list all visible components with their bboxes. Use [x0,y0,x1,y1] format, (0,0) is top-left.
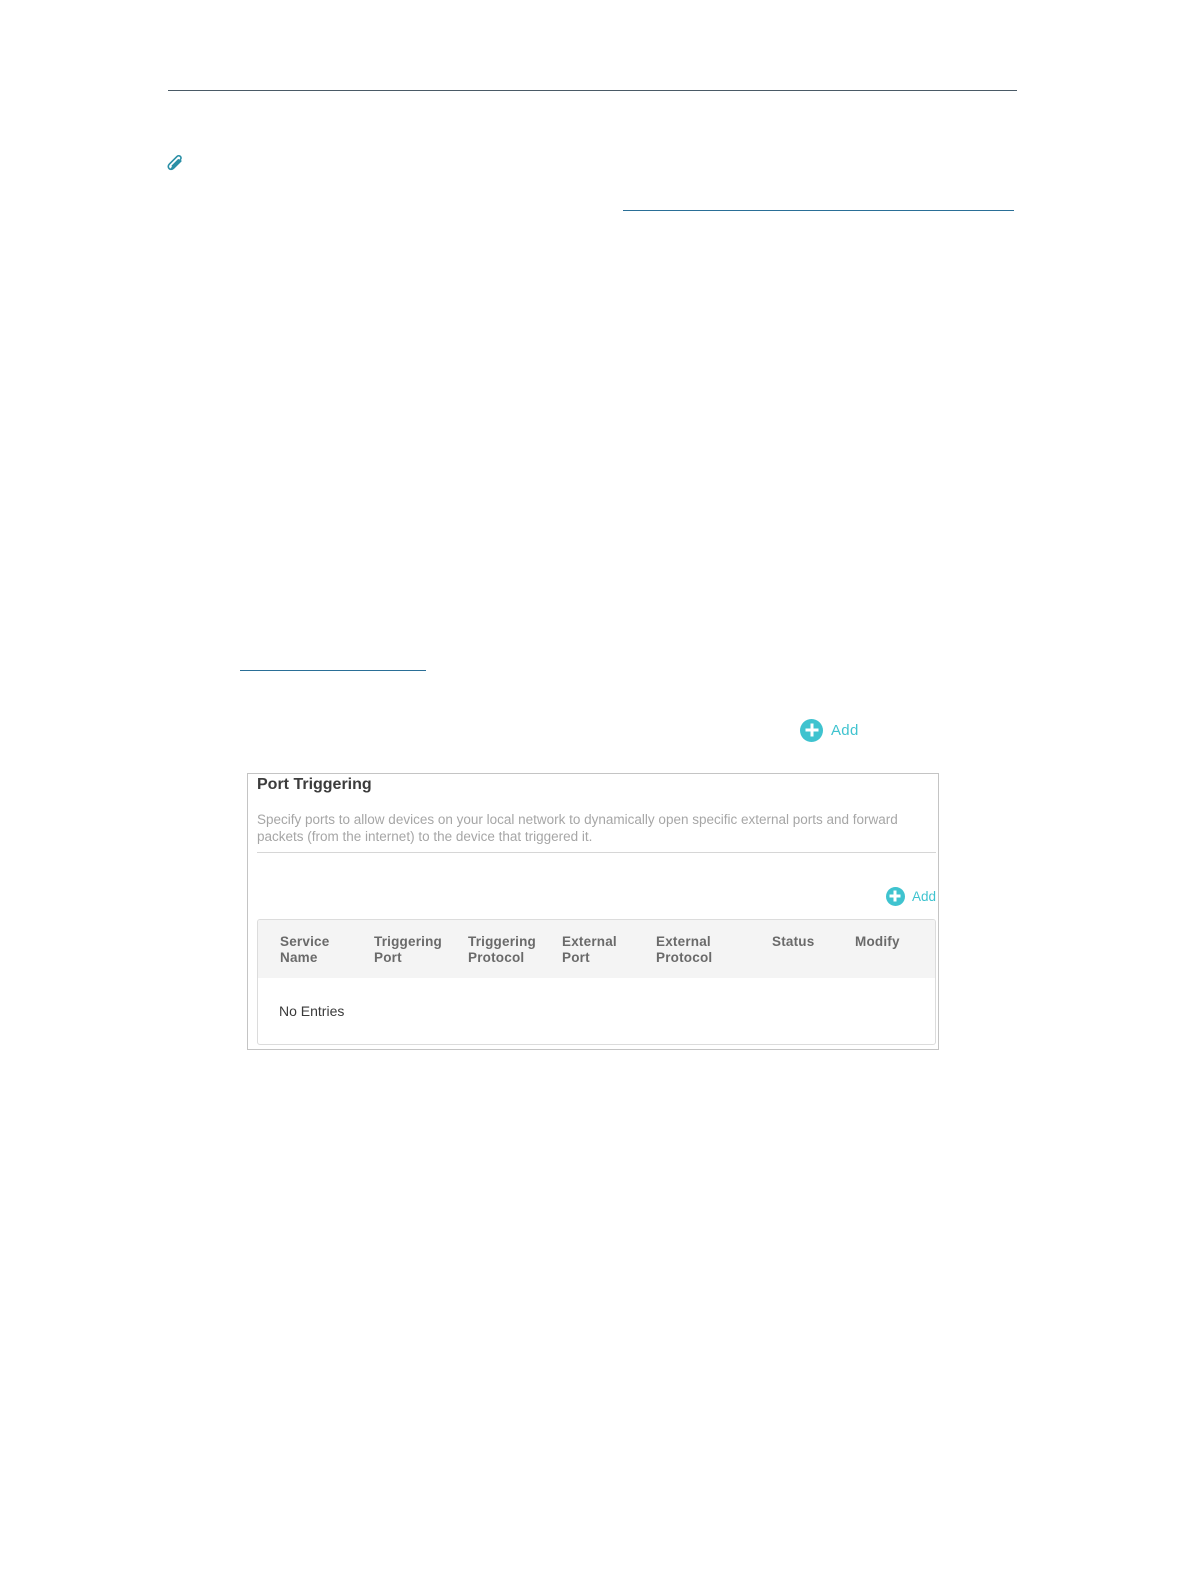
plus-circle-icon[interactable] [886,887,905,906]
plus-circle-icon [800,719,823,742]
column-header-line: Protocol [656,950,713,965]
column-header-external-protocol [656,934,741,966]
column-header-line: External [562,934,617,949]
panel-divider [257,852,936,853]
column-header-line: Name [280,950,318,965]
add-button[interactable] [886,886,936,906]
port-triggering-panel [247,773,939,1050]
column-header-external-port [562,934,647,966]
column-header-status [772,934,842,950]
column-header-line: Protocol [468,950,525,965]
add-button-label[interactable]: Add [911,888,936,904]
column-header-line: Modify [855,934,900,949]
column-header-line: Port [562,950,590,965]
column-header-line: Triggering [468,934,537,949]
add-label: Add [831,721,859,739]
column-header-triggering-port [374,934,459,966]
column-header-line: Triggering [374,934,443,949]
column-header-line: Service [280,934,330,949]
paperclip-icon [167,155,185,171]
panel-title: Port Triggering [257,776,372,793]
panel-description: Specify ports to allow devices on your local network to dynamically open specific external ports and forward packets (from the internet) to the device that triggered it. [257,812,898,844]
column-header-service-name [280,934,360,966]
column-header-triggering-protocol [468,934,553,966]
page-top-divider [168,90,1017,91]
column-header-modify [855,934,925,950]
link-underline[interactable] [240,670,426,671]
port-triggering-table [257,919,936,1045]
add-icon-reference [800,718,859,742]
link-underline[interactable] [623,210,1014,211]
table-header [258,920,935,978]
table-empty-message: No Entries [279,1003,345,1019]
column-header-line: Status [772,934,815,949]
column-header-line: External [656,934,711,949]
column-header-line: Port [374,950,402,965]
